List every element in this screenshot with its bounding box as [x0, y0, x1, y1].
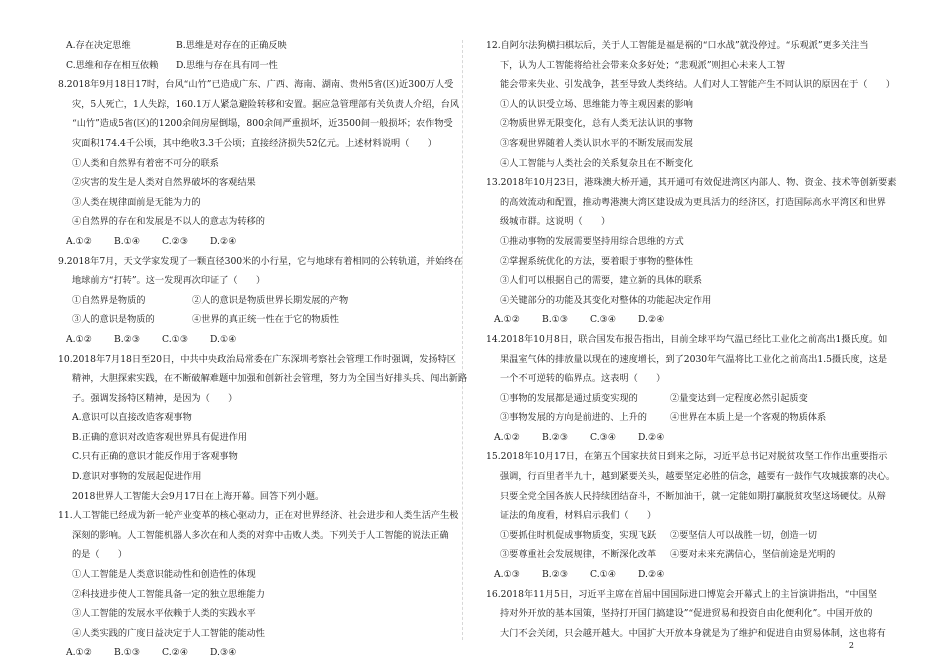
q14-answer-a: A.①②: [494, 431, 521, 443]
q15-line-4: 证法的角度看，材料启示我们（ ）: [500, 510, 657, 522]
q12-line-1: 12.自阿尔法狗横扫棋坛后，关于人工智能是福是祸的“口水战”就没停过。“乐观派”更多关注当: [486, 40, 869, 51]
q13-answer-a: A.①②: [494, 314, 521, 326]
q14-line-1: 14.2018年10月8日，联合国发布报告指出，目前全球平均气温已经比工业化之前高出1摄氏度。如: [486, 333, 888, 345]
q11-line-3: 的是（ ）: [72, 549, 128, 561]
q9-option-3: ③人的意识是物质的: [72, 314, 155, 326]
section-intro: 2018世界人工智能大会9月17日在上海开幕。回答下列小题。: [72, 490, 325, 502]
q14-option-3: ③事物发展的方向是前进的、上升的: [500, 412, 647, 424]
question-15: [486, 447, 896, 584]
q16-line-3: 大门不会关闭，只会越开越大。中国扩大开放本身就是为了维护和促进自由贸易体制，这也将有: [500, 627, 886, 639]
prev-option-b: B.思维是对存在的正确反映: [176, 40, 287, 51]
q15-options-row-2: [486, 545, 854, 565]
question-14: [486, 330, 888, 448]
q11-line-2: 深刻的影响。人工智能机器人多次在和人类的对弈中击败人类。下列关于人工智能的说法正确: [72, 529, 449, 541]
q15-line-2: 强调，行百里者半九十，越到紧要关头，越要坚定必胜的信念，越要有一鼓作气攻城拔寨的决心。: [500, 471, 896, 483]
column-divider: [462, 40, 463, 640]
q8-line-3: “山竹”造成5省(区)的1200余间房屋倒塌，800余间严重损坏，近3500间一般损坏；农作物受: [72, 118, 453, 130]
q10-line-3: 子。强调发扬特区精神，是因为（ ）: [72, 392, 238, 404]
q11-option-2: ②科技进步使人工智能具备一定的独立思维能力: [72, 588, 265, 600]
q11-option-3: ③人工智能的发展水平依赖于人类的实践水平: [72, 608, 256, 620]
prev-option-c: C.思维和存在相互依赖: [66, 59, 159, 71]
q9-options-row-1: [58, 291, 420, 311]
q14-option-1: ①事物的发展都是通过质变实现的: [500, 392, 638, 404]
q13-line-1: 13.2018年10月23日，港珠澳大桥开通，其开通可有效促进湾区内部人、物、资金、技术等创新要素: [486, 177, 897, 189]
q13-option-3: ③人们可以根据自己的需要，建立新的具体的联系: [500, 275, 703, 287]
q14-answer-d: D.②④: [638, 431, 665, 443]
q15-option-2: ②要坚信人可以战胜一切，创造一切: [670, 529, 817, 541]
q15-option-3: ③要尊重社会发展规律，不断深化改革: [500, 549, 657, 561]
q11-line-1: 11.人工智能已经成为新一轮产业变革的核心驱动力，正在对世界经济、社会进步和人类生活产生极: [58, 510, 459, 522]
q9-answer-d: D.①④: [210, 333, 237, 345]
q12-option-4: ④人工智能与人类社会的关系复杂且在不断变化: [500, 157, 693, 169]
question-9: [58, 252, 463, 350]
q13-line-3: 级城市群。这说明（ ）: [500, 216, 611, 228]
q11-answer-c: C.②④: [162, 647, 189, 659]
q16-line-2: 持对外开放的基本国策，坚持打开国门搞建设”“促进贸易和投资自由化便利化”。中国开放的: [500, 608, 873, 620]
q14-line-2: 果温室气体的排放量以现在的速度增长，到了2030年气温将比工业化之前高出1.5摄氏度，这是: [500, 353, 888, 365]
q15-line-3: 只要全党全国各族人民持续团结奋斗，不断加油干，就一定能如期打赢脱贫攻坚这场硬仗。从辩: [500, 490, 886, 502]
q14-answer-choices: [486, 428, 854, 448]
q8-line-2: 灾，5人死亡，1人失踪，160.1万人紧急避险转移和安置。据应急管理部有关负责人介绍，台风: [72, 98, 460, 110]
prev-option-d: D.思维与存在具有同一性: [176, 59, 278, 71]
q10-line-1: 10.2018年7月18日至20日，中共中央政治局常委在广东深圳考察社会管理工作时强调，发扬特区: [58, 353, 456, 365]
prev-options-row-1: [58, 36, 420, 56]
q12-line-2: 下，认为人工智能将给社会带来众多好处；“悲观派”则担心未来人工智: [500, 59, 786, 71]
q9-answer-a: A.①②: [66, 333, 93, 345]
q14-option-2: ②量变达到一定程度必然引起质变: [670, 392, 808, 404]
question-13: [486, 173, 897, 330]
q9-option-1: ①自然界是物质的: [72, 294, 146, 306]
q16-line-1: 16.2018年11月5日，习近平主席在首届中国国际进口博览会开幕式上的主旨演讲指出，“中国坚: [486, 588, 877, 600]
question-16: [486, 585, 886, 644]
q9-options-row-2: [58, 310, 420, 330]
q10-line-2: 精神，大胆探索实践，在不断破解难题中加强和创新社会管理，努力为全国当好排头兵、闯出新路: [72, 373, 468, 385]
right-column: [486, 36, 897, 643]
page-number: 2: [848, 641, 854, 650]
q13-answer-b: B.①③: [542, 314, 569, 326]
q8-option-2: ②灾害的发生是人类对自然界破坏的客观结果: [72, 177, 256, 189]
q14-line-3: 一个不可逆转的临界点。这表明（ ）: [500, 373, 666, 385]
q11-answer-a: A.①②: [66, 647, 93, 659]
q8-option-1: ①人类和自然界有着密不可分的联系: [72, 157, 219, 169]
q12-option-2: ②物质世界无限变化，总有人类无法认识的事物: [500, 118, 693, 130]
q8-answer-a: A.①②: [66, 235, 93, 247]
question-12: [486, 36, 896, 173]
q9-line-1: 9.2018年7月，天文学家发现了一颗直径300米的小行星，它与地球有着相同的公转轨道，并始终在: [58, 255, 463, 267]
q14-answer-b: B.②③: [542, 431, 569, 443]
q11-answer-choices: [58, 643, 420, 663]
question-8: [58, 75, 460, 251]
q15-answer-c: C.①④: [590, 569, 617, 581]
q13-line-2: 的高效流动和配置，推动粤港澳大湾区建设成为更具活力的经济区，打造国际高水平湾区和世界: [500, 196, 886, 208]
q8-answer-b: B.①④: [114, 235, 141, 247]
q8-answer-d: D.②④: [210, 235, 237, 247]
q13-answer-choices: [486, 310, 854, 330]
q14-option-4: ④世界在本质上是一个客观的物质体系: [670, 412, 827, 424]
q13-option-2: ②掌握系统优化的方法，要着眼于事物的整体性: [500, 255, 693, 267]
q15-option-4: ④要对未来充满信心，坚信前途是光明的: [670, 549, 836, 561]
q11-answer-b: B.①③: [114, 647, 141, 659]
q14-options-row-1: [486, 389, 854, 409]
q8-option-4: ④自然界的存在和发展是不以人的意志为转移的: [72, 216, 265, 228]
q8-answer-c: C.②③: [162, 235, 189, 247]
q15-answer-b: B.②③: [542, 569, 569, 581]
q13-answer-d: D.②④: [638, 314, 665, 326]
left-column: [58, 36, 468, 663]
q9-option-2: ②人的意识是物质世界长期发展的产物: [192, 294, 349, 306]
q12-option-3: ③客观世界随着人类认识水平的不断发展而发展: [500, 137, 693, 149]
q10-option-c: C.只有正确的意识才能反作用于客观事物: [72, 451, 238, 463]
q12-line-3: 能会带来失业、引发战争，甚至导致人类终结。人们对人工智能产生不同认识的原因在于（ ）: [500, 79, 896, 91]
question-10: [58, 350, 468, 487]
q13-option-4: ④关键部分的功能及其变化对整体的功能起决定作用: [500, 294, 712, 306]
q14-answer-c: C.③④: [590, 431, 617, 443]
q15-answer-choices: [486, 565, 854, 585]
q13-answer-c: C.③④: [590, 314, 617, 326]
q12-option-1: ①人的认识受立场、思维能力等主观因素的影响: [500, 98, 693, 110]
q9-line-2: 地球前方“打转”。这一发现再次印证了（ ）: [72, 275, 266, 287]
q9-answer-b: B.②③: [114, 333, 141, 345]
q11-option-4: ④人类实践的广度日益决定于人工智能的能动性: [72, 627, 265, 639]
q14-options-row-2: [486, 408, 854, 428]
q15-answer-a: A.①③: [494, 569, 521, 581]
q9-option-4: ④世界的真正统一性在于它的物质性: [192, 314, 339, 326]
q8-option-3: ③人类在规律面前是无能为力的: [72, 196, 201, 208]
q15-line-1: 15.2018年10月17日，在第五个国家扶贫日到来之际，习近平总书记对脱贫攻坚工作作出重要指示: [486, 451, 888, 463]
q15-answer-d: D.②④: [638, 569, 665, 581]
q13-option-1: ①推动事物的发展需要坚持用综合思维的方式: [500, 235, 684, 247]
q10-option-a: A.意识可以直接改造客观事物: [72, 412, 192, 424]
q9-answer-choices: [58, 330, 420, 350]
q10-option-b: B.正确的意识对改造客观世界具有促进作用: [72, 431, 248, 443]
q10-option-d: D.意识对事物的发展起促进作用: [72, 471, 202, 483]
prev-option-a: A.存在决定思维: [66, 40, 131, 51]
q8-answer-choices: [58, 232, 420, 252]
question-11: [58, 506, 459, 663]
q15-options-row-1: [486, 526, 854, 546]
q8-line-1: 8.2018年9月18日17时，台风“山竹”已造成广东、广西、海南、湖南、贵州5省(区)近300万人受: [58, 79, 454, 91]
q11-answer-d: D.③④: [210, 647, 237, 659]
q9-answer-c: C.①③: [162, 333, 189, 345]
prev-options-row-2: [58, 56, 420, 76]
q11-option-1: ①人工智能是人类意识能动性和创造性的体现: [72, 569, 256, 581]
q8-line-4: 灾面积174.4千公顷，其中绝收3.3千公顷；直接经济损失52亿元。上述材料说明（ ）: [72, 137, 437, 149]
q15-option-1: ①要抓住时机促成事物质变，实现飞跃: [500, 529, 657, 541]
